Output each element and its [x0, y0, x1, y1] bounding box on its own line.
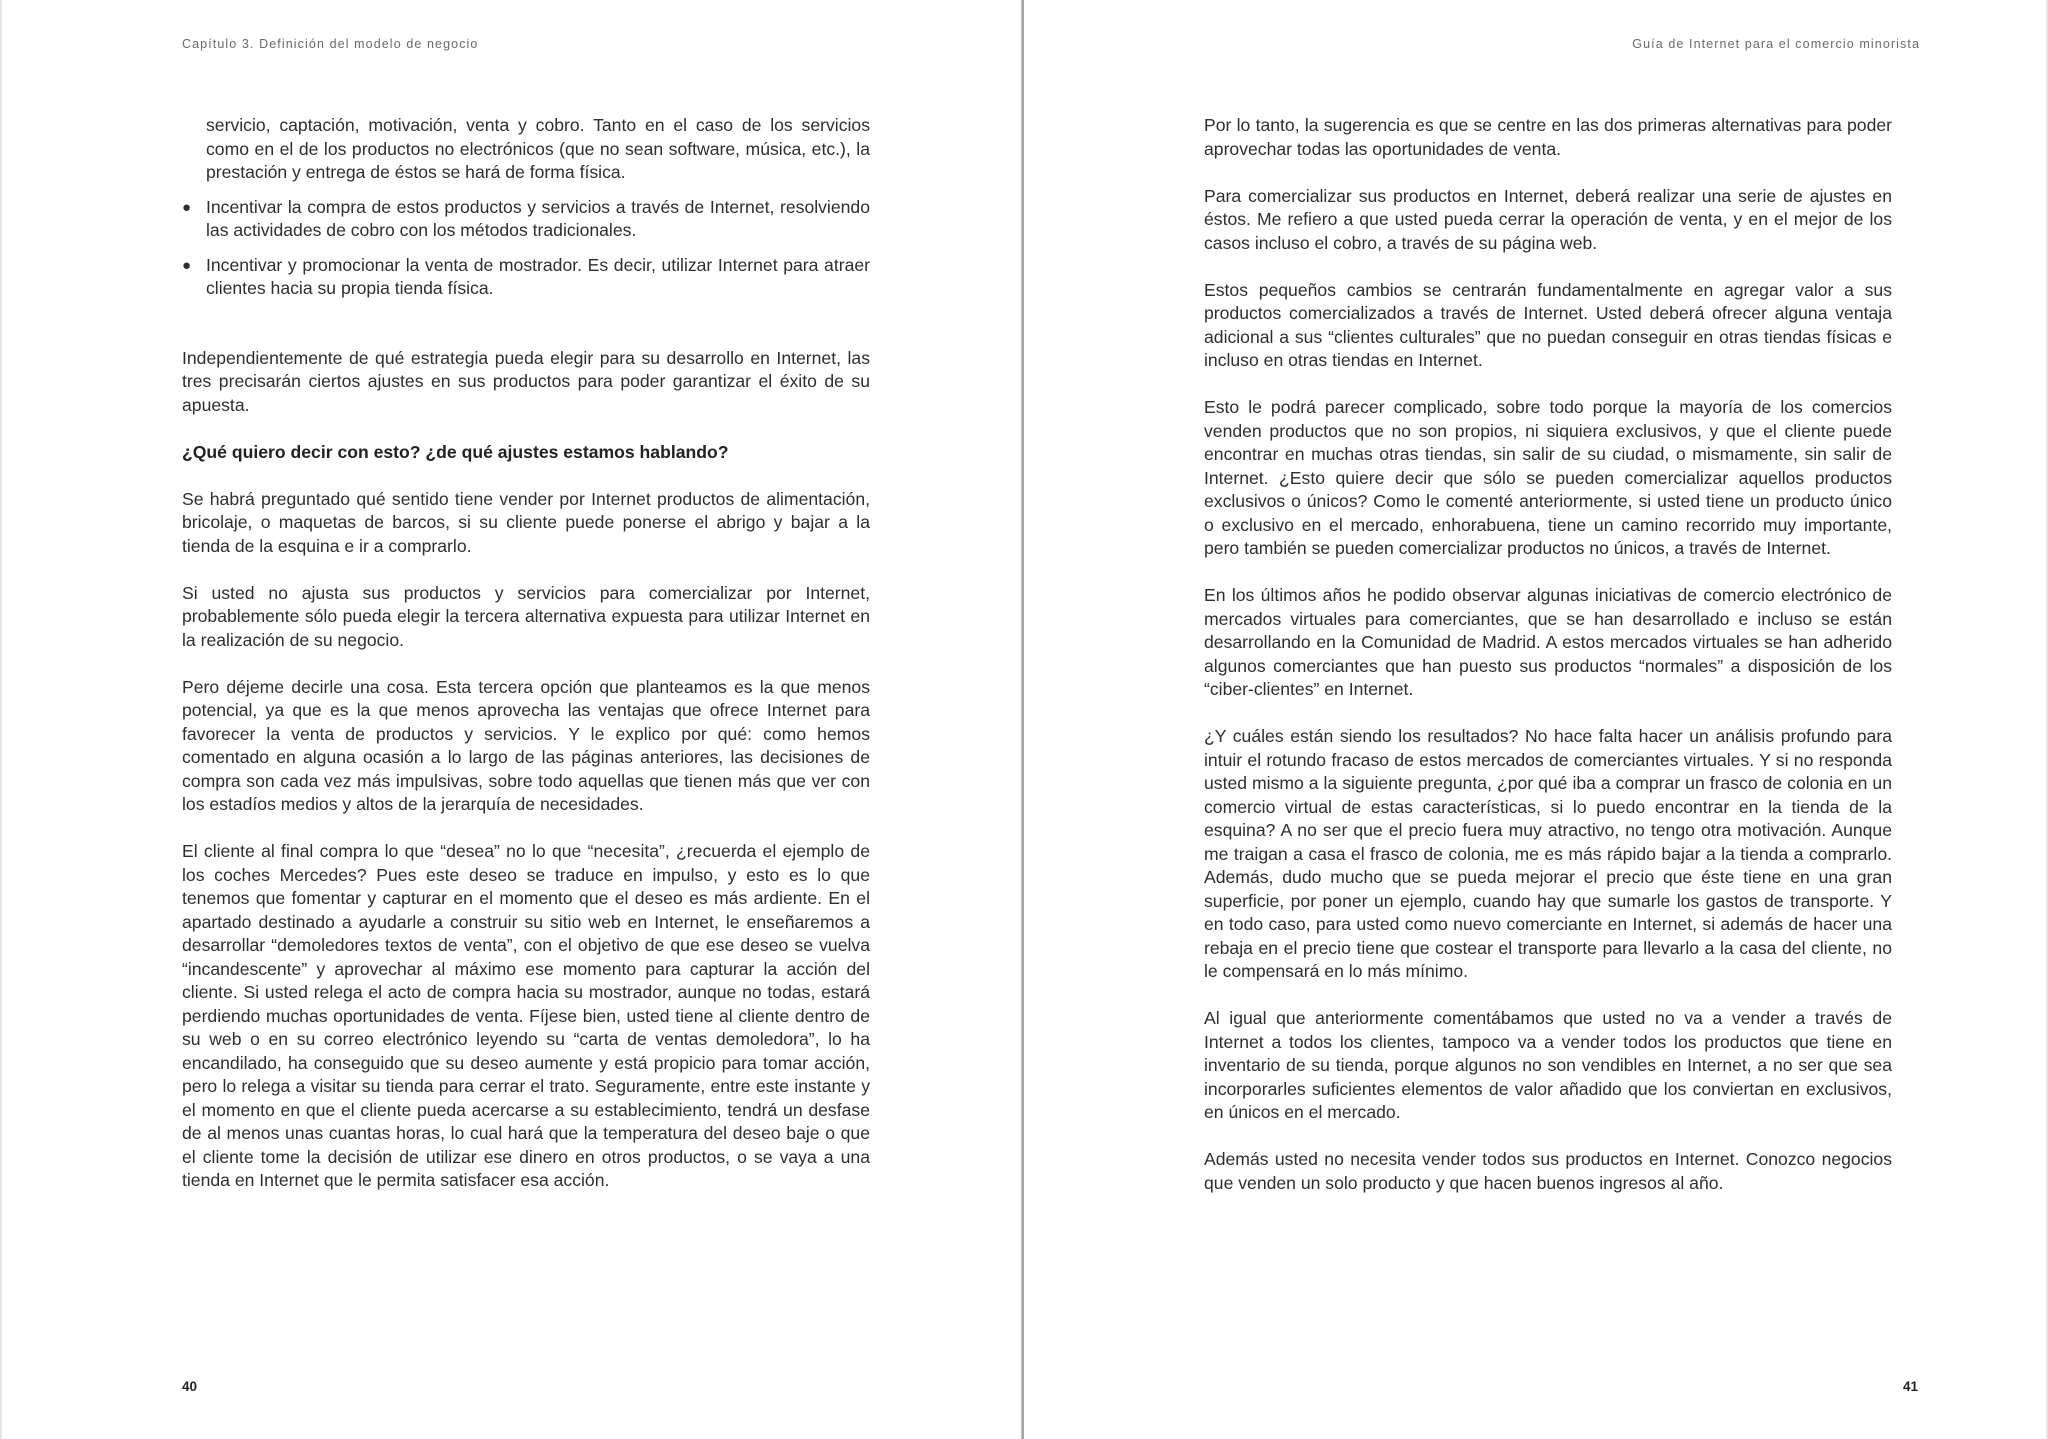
paragraph: En los últimos años he podido observar algunas iniciativas de comercio electrónico de mercados virtuales para comerciantes, que se han desarrollado e incluso se están desarrollando en la Comunidad de Madrid. A estos mercados virtuales se han adherido algunos comerciantes que han puesto sus productos “normales” a disposición de los “ciber-clientes” en Internet. [1204, 585, 1892, 699]
right-page [1024, 0, 2048, 1439]
paragraph: Para comercializar sus productos en Internet, deberá realizar una serie de ajustes en éstos. Me refiero a que usted pueda cerrar la operación de venta, y en el mejor de los casos incluso el cobro, a través de su página web. [1204, 185, 1892, 253]
bullet-item [182, 196, 870, 243]
left-page [0, 0, 1022, 1439]
continuation-paragraph: servicio, captación, motivación, venta y cobro. Tanto en el caso de los servicios como en el de los productos no electrónicos (que no sean software, música, etc.), la prestación y entrega de éstos se hará de forma física. [206, 115, 870, 182]
paragraph: El cliente al final compra lo que “desea” no lo que “necesita”, ¿recuerda el ejemplo de los coches Mercedes? Pues este deseo se traduce en impulso, y esto es lo que tenemos que fomentar y capturar en el momento que el deseo es más ardiente. En el apartado destinado a ayudarle a construir su sitio web en Internet, le enseñaremos a desarrollar “demoledores textos de venta”, con el objetivo de que ese deseo se vuelva “incandescente” y aprovechar al máximo ese momento para capturar la acción del cliente. Si usted relega el acto de compra hacia su mostrador, aunque no todas, estará perdiendo muchas oportunidades de venta. Fíjese bien, usted tiene al cliente dentro de su web o en su correo electrónico leyendo su “carta de ventas demoledora”, lo ha encandilado, ha conseguido que su deseo aumente y está propicio para tomar acción, pero lo relega a visitar su tienda para cerrar el trato. Seguramente, entre este instante y el momento en que el cliente pueda acercarse a su establecimiento, tendrá un desfase de al menos unas cuantas horas, lo cual hará que la temperatura del deseo baje o que el cliente tome la decisión de utilizar ese dinero en otros productos, o se vaya a una tienda en Internet que le permita satisfacer esa acción. [182, 841, 870, 1190]
bullet-text: Incentivar y promocionar la venta de mostrador. Es decir, utilizar Internet para atraer clientes hacia su propia tienda física. [206, 254, 870, 298]
paragraph: Esto le podrá parecer complicado, sobre todo porque la mayoría de los comercios venden productos que no son propios, ni siquiera exclusivos, y que el cliente puede encontrar en muchas otras tiendas, sin salir de su ciudad, o mismamente, sin salir de Internet. ¿Esto quiere decir que sólo se pueden comercializar aquellos productos exclusivos o únicos? Como le comenté anteriormente, si usted tiene un producto único o exclusivo en el mercado, enhorabuena, tiene un camino recorrido muy importante, pero también se pueden comercializar productos no únicos, a través de Internet. [1204, 397, 1892, 558]
paragraph: Pero déjeme decirle una cosa. Esta tercera opción que planteamos es la que menos potencial, ya que es la que menos aprovecha las ventajas que ofrece Internet para favorecer la venta de productos y servicios. Y le explico por qué: como hemos comentado en alguna ocasión a lo largo de las páginas anteriores, las decisiones de compra son cada vez más impulsivas, sobre todo aquellas que tienen más que ver con los estadíos medios y altos de la jerarquía de necesidades. [182, 676, 870, 814]
page-edge-left [0, 0, 2, 1439]
paragraph: Independientemente de qué estrategia pueda elegir para su desarrollo en Internet, las tres precisarán ciertos ajustes en sus productos para poder garantizar el éxito de su apuesta. [182, 347, 870, 415]
right-page-body [1204, 114, 1892, 1219]
left-page-body [182, 114, 870, 1216]
running-header-right: Guía de Internet para el comercio minorista [1632, 37, 1920, 51]
paragraph: Además usted no necesita vender todos sus productos en Internet. Conozco negocios que venden un solo producto y que hacen buenos ingresos al año. [1204, 1149, 1892, 1193]
paragraph: Estos pequeños cambios se centrarán fundamentalmente en agregar valor a sus productos comercializados a través de Internet. Usted deberá ofrecer alguna ventaja adicional a sus “clientes culturales” que no puedan conseguir en otras tiendas físicas e incluso en otras tiendas en Internet. [1204, 279, 1892, 370]
bullet-text: Incentivar la compra de estos productos y servicios a través de Internet, resolviendo las actividades de cobro con los métodos tradicionales. [206, 196, 870, 240]
paragraph: ¿Y cuáles están siendo los resultados? No hace falta hacer un análisis profundo para intuir el rotundo fracaso de estos mercados de comerciantes virtuales. Y si no responda usted mismo a la siguiente pregunta, ¿por qué iba a comprar un frasco de colonia en un comercio virtual de estas características, si lo puedo encontrar en la tienda de la esquina? A no ser que el precio fuera muy atractivo, no tengo otra motivación. Aunque me traigan a casa el frasco de colonia, me es más rápido bajar a la tienda a comprarlo. Además, dudo mucho que se pueda mejorar el precio que éste tiene en una gran superficie, por poner un ejemplo, cuando hay que sumarle los gastos de transporte. Y en todo caso, para usted como nuevo comerciante en Internet, si además de hacer una rebaja en el precio tiene que costear el transporte para llevarlo a la casa del cliente, no le compensará en lo más mínimo. [1204, 726, 1892, 981]
paragraph: Si usted no ajusta sus productos y servicios para comercializar por Internet, probablemente sólo pueda elegir la tercera alternativa expuesta para utilizar Internet en la realización de su negocio. [182, 582, 870, 650]
paragraph: Al igual que anteriormente comentábamos que usted no va a vender a través de Internet a todos los clientes, tampoco va a vender todos los productos que tiene en inventario de su tienda, porque algunos no son vendibles en Internet, a no ser que sea incorporarles suficientes elementos de valor añadido que los conviertan en exclusivos, en únicos en el mercado. [1204, 1008, 1892, 1122]
section-subheading: ¿Qué quiero decir con esto? ¿de qué ajustes estamos hablando? [182, 441, 729, 462]
bullet-item [182, 254, 870, 301]
bullet-list [182, 196, 870, 301]
paragraph: Se habrá preguntado qué sentido tiene vender por Internet productos de alimentación, bricolaje, o maquetas de barcos, si su cliente puede ponerse el abrigo y bajar a la tienda de la esquina e ir a comprarlo. [182, 488, 870, 556]
bullet-icon: ● [182, 256, 192, 274]
running-header-left: Capítulo 3. Definición del modelo de negocio [182, 37, 479, 51]
paragraph: Por lo tanto, la sugerencia es que se centre en las dos primeras alternativas para poder aprovechar todas las oportunidades de venta. [1204, 115, 1892, 159]
page-number-left: 40 [182, 1379, 198, 1394]
page-number-right: 41 [1902, 1379, 1918, 1394]
bullet-icon: ● [182, 198, 192, 216]
